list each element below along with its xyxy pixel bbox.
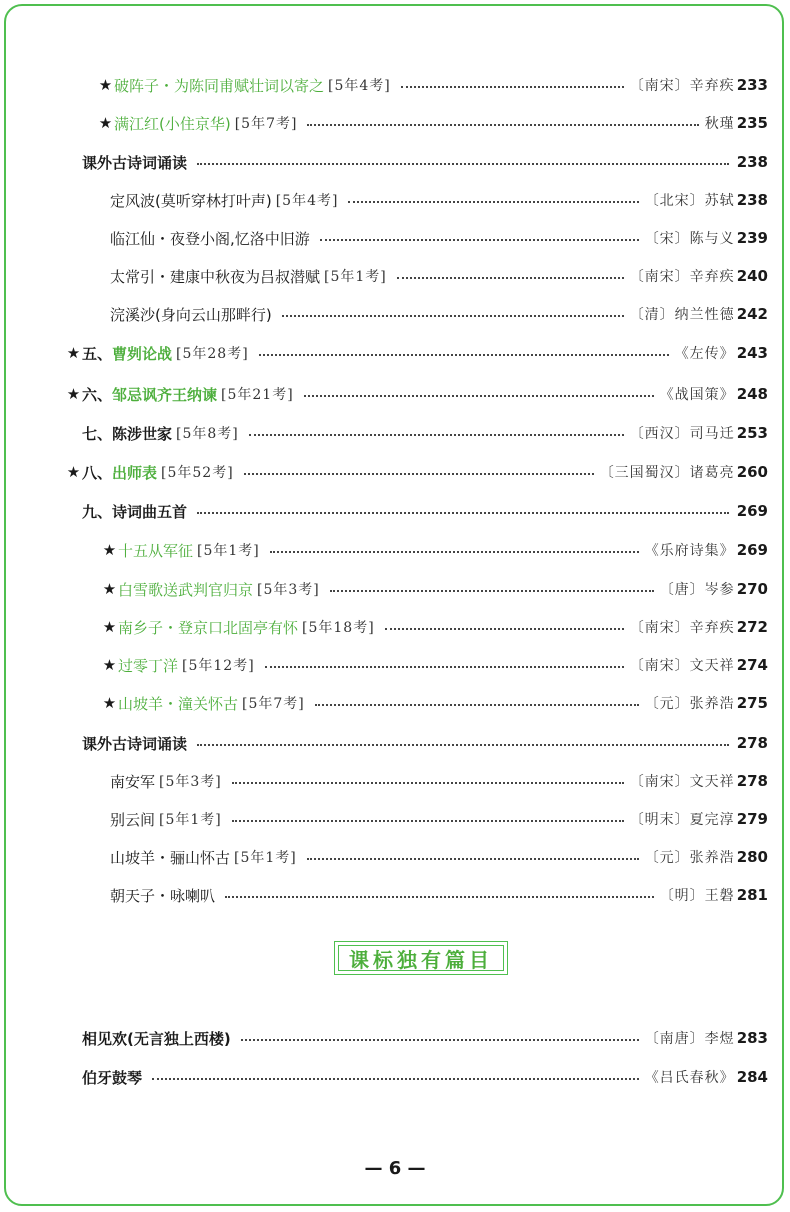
exam-frequency-tag: [5年4考] <box>275 193 339 209</box>
entry-page-number: 284 <box>736 1068 768 1086</box>
dot-leader <box>197 744 729 746</box>
entry-number: 九、 <box>82 502 113 521</box>
dot-leader <box>385 628 624 630</box>
entry-page-number: 279 <box>736 810 768 828</box>
entry-author: 〔南宋〕文天祥 <box>629 658 735 674</box>
entry-author: 〔南宋〕文天祥 <box>629 774 735 790</box>
dot-leader <box>197 512 729 514</box>
toc-entry[interactable] <box>102 651 768 679</box>
entry-page-number: 270 <box>736 580 768 598</box>
entry-page-number: 260 <box>736 463 768 481</box>
dot-leader <box>397 277 624 279</box>
toc-entry[interactable] <box>66 458 768 486</box>
section-heading-box <box>334 941 508 975</box>
entry-author: 〔南宋〕辛弃疾 <box>629 78 735 94</box>
star-icon: ★ <box>102 541 117 559</box>
dot-leader <box>232 820 624 822</box>
entry-author: 《战国策》 <box>659 387 735 403</box>
toc-entry[interactable] <box>82 1063 768 1091</box>
entry-page-number: 243 <box>736 344 768 362</box>
entry-page-number: 238 <box>736 153 768 171</box>
star-icon: ★ <box>98 114 113 132</box>
entry-title: 南乡子・登京口北固亭有怀 <box>118 618 299 637</box>
dot-leader <box>265 666 624 668</box>
dot-leader <box>259 354 669 356</box>
entry-title: 山坡羊・骊山怀古 <box>110 848 231 867</box>
entry-title: 定风波(莫听穿林打叶声) <box>110 191 272 210</box>
toc-entry[interactable] <box>102 689 768 717</box>
entry-author: 〔三国蜀汉〕诸葛亮 <box>599 465 735 481</box>
toc-entry[interactable] <box>110 186 768 214</box>
page-number: — 6 — <box>364 1158 426 1179</box>
exam-frequency-tag: [5年3考] <box>257 582 320 598</box>
exam-frequency-tag: [5年1考] <box>324 269 387 285</box>
entry-number: 八、 <box>82 463 113 482</box>
dot-leader <box>307 858 639 860</box>
dot-leader <box>401 86 624 88</box>
entry-author: 〔南唐〕李煜 <box>644 1031 735 1047</box>
entry-title: 陈涉世家 <box>112 424 173 443</box>
star-icon: ★ <box>102 656 117 674</box>
entry-author: 《左传》 <box>674 346 735 362</box>
entry-author: 〔唐〕岑参 <box>659 582 735 598</box>
entry-page-number: 278 <box>736 734 768 752</box>
toc-entry[interactable] <box>82 1024 768 1052</box>
exam-frequency-tag: [5年7考] <box>234 116 298 132</box>
toc-entry[interactable] <box>82 729 768 757</box>
section-heading: 课标独有篇目 <box>349 947 493 972</box>
dot-leader <box>270 551 639 553</box>
exam-frequency-tag: [5年18考] <box>302 620 375 636</box>
dot-leader <box>282 315 624 317</box>
star-icon: ★ <box>102 618 117 636</box>
exam-frequency-tag: [5年4考] <box>328 78 391 94</box>
exam-frequency-tag: [5年3考] <box>159 774 222 790</box>
entry-page-number: 242 <box>736 305 768 323</box>
toc-entry[interactable] <box>110 805 768 833</box>
entry-author: 秋瑾 <box>704 116 735 132</box>
entry-page-number: 238 <box>736 191 768 209</box>
exam-frequency-tag: [5年1考] <box>159 812 222 828</box>
toc-entry[interactable] <box>66 339 768 367</box>
entry-author: 〔宋〕陈与义 <box>644 231 735 247</box>
entry-title: 破阵子・为陈同甫赋壮词以寄之 <box>114 76 325 95</box>
entry-page-number: 272 <box>736 618 768 636</box>
dot-leader <box>315 704 639 706</box>
entry-title: 曹刿论战 <box>112 344 173 363</box>
entry-title: 十五从军征 <box>118 541 194 560</box>
entry-page-number: 269 <box>736 502 768 520</box>
entry-author: 〔元〕张养浩 <box>644 850 735 866</box>
dot-leader <box>197 163 729 165</box>
exam-frequency-tag: [5年28考] <box>176 346 249 362</box>
entry-page-number: 240 <box>736 267 768 285</box>
toc-entry[interactable] <box>110 262 768 290</box>
exam-frequency-tag: [5年52考] <box>161 465 234 481</box>
dot-leader <box>320 239 639 241</box>
dot-leader <box>304 395 654 397</box>
entry-title: 浣溪沙(身向云山那畔行) <box>110 305 272 324</box>
entry-title: 南安军 <box>110 772 156 791</box>
entry-title: 邹忌讽齐王纳谏 <box>112 385 218 404</box>
entry-number: 六、 <box>82 385 113 404</box>
entry-title: 别云间 <box>110 810 156 829</box>
exam-frequency-tag: [5年1考] <box>197 543 260 559</box>
entry-title: 过零丁洋 <box>118 656 179 675</box>
dot-leader <box>249 434 624 436</box>
entry-page-number: 283 <box>736 1029 768 1047</box>
star-icon: ★ <box>98 76 113 94</box>
star-icon: ★ <box>102 694 117 712</box>
toc-entry[interactable] <box>102 575 768 603</box>
entry-author: 〔南宋〕辛弃疾 <box>629 269 735 285</box>
entry-page-number: 275 <box>736 694 768 712</box>
entry-title: 相见欢(无言独上西楼) <box>82 1029 231 1048</box>
star-icon: ★ <box>66 463 81 481</box>
entry-page-number: 278 <box>736 772 768 790</box>
exam-frequency-tag: [5年1考] <box>234 850 297 866</box>
exam-frequency-tag: [5年7考] <box>242 696 305 712</box>
dot-leader <box>241 1039 639 1041</box>
entry-title: 朝天子・咏喇叭 <box>110 886 216 905</box>
entry-page-number: 233 <box>736 76 768 94</box>
entry-page-number: 239 <box>736 229 768 247</box>
entry-title: 白雪歌送武判官归京 <box>118 580 254 599</box>
toc-entry[interactable] <box>82 148 768 176</box>
entry-author: 〔明末〕夏完淳 <box>629 812 735 828</box>
entry-author: 〔元〕张养浩 <box>644 696 735 712</box>
entry-page-number: 253 <box>736 424 768 442</box>
entry-number: 七、 <box>82 424 113 443</box>
dot-leader <box>330 590 654 592</box>
exam-frequency-tag: [5年8考] <box>176 426 239 442</box>
entry-author: 〔北宋〕苏轼 <box>644 193 735 209</box>
entry-page-number: 269 <box>736 541 768 559</box>
entry-title: 临江仙・夜登小阁,忆洛中旧游 <box>110 229 310 248</box>
entry-page-number: 280 <box>736 848 768 866</box>
entry-page-number: 248 <box>736 385 768 403</box>
exam-frequency-tag: [5年12考] <box>182 658 255 674</box>
entry-author: 〔明〕王磐 <box>659 888 735 904</box>
exam-frequency-tag: [5年21考] <box>221 387 294 403</box>
toc-entry[interactable] <box>110 881 768 909</box>
star-icon: ★ <box>66 385 81 403</box>
toc-entry[interactable] <box>98 109 768 137</box>
toc-entry[interactable] <box>110 767 768 795</box>
dot-leader <box>232 782 624 784</box>
dot-leader <box>307 124 698 126</box>
entry-author: 〔西汉〕司马迁 <box>629 426 735 442</box>
entry-page-number: 235 <box>736 114 768 132</box>
toc-entry[interactable] <box>110 224 768 252</box>
toc-entry[interactable] <box>110 300 768 328</box>
entry-title: 课外古诗词诵读 <box>82 734 188 753</box>
entry-title: 诗词曲五首 <box>112 502 188 521</box>
entry-author: 〔清〕纳兰性德 <box>629 307 735 323</box>
toc-entry[interactable] <box>82 497 768 525</box>
entry-author: 《吕氏春秋》 <box>644 1070 735 1086</box>
star-icon: ★ <box>66 344 81 362</box>
dot-leader <box>225 896 654 898</box>
toc-entry[interactable] <box>102 613 768 641</box>
toc-entry[interactable] <box>82 419 768 447</box>
entry-title: 满江红(小住京华) <box>114 114 231 133</box>
entry-page-number: 281 <box>736 886 768 904</box>
entry-title: 伯牙鼓琴 <box>82 1068 143 1087</box>
toc-entry[interactable] <box>66 380 768 408</box>
entry-author: 〔南宋〕辛弃疾 <box>629 620 735 636</box>
entry-title: 山坡羊・潼关怀古 <box>118 694 239 713</box>
entry-title: 课外古诗词诵读 <box>82 153 188 172</box>
entry-title: 出师表 <box>112 463 158 482</box>
entry-author: 《乐府诗集》 <box>644 543 735 559</box>
toc-entry[interactable] <box>110 843 768 871</box>
entry-number: 五、 <box>82 344 113 363</box>
star-icon: ★ <box>102 580 117 598</box>
dot-leader <box>348 201 638 203</box>
entry-title: 太常引・建康中秋夜为吕叔潜赋 <box>110 267 321 286</box>
toc-entry[interactable] <box>102 536 768 564</box>
entry-page-number: 274 <box>736 656 768 674</box>
dot-leader <box>152 1078 639 1080</box>
toc-entry[interactable] <box>98 71 768 99</box>
dot-leader <box>244 473 594 475</box>
